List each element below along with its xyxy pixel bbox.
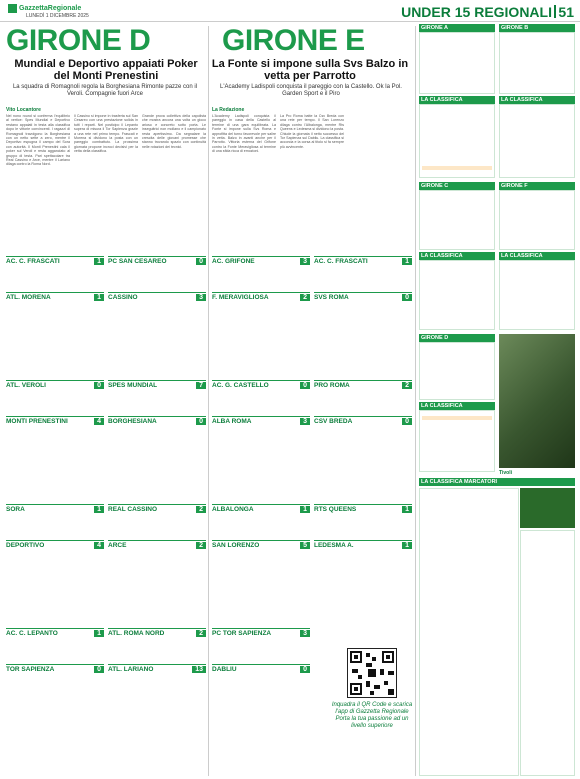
lineup-text: [314, 302, 412, 328]
group-f-title: GIRONE F: [499, 182, 575, 190]
home-score: 1: [94, 506, 104, 513]
lineup-text: [108, 390, 206, 416]
away-score: 13: [192, 666, 206, 673]
lineup-text: [212, 514, 310, 540]
match-scoreline: [314, 504, 412, 514]
girone-e-headline: La Fonte si impone sulla Svs Balzo in vetta per Parrotto: [211, 58, 409, 82]
article-column: L'Academy Ladispoli conquista il pareggio in casa della Castello al termine di una gara equilibrata. La Fonte si impone sulla Svs Roma e approfitta del turno favorevole per salire in vetta. Balzo in avanti anche per il Parrotto. Vittoria esterna del Grifone contro la Fonte Meravigliosa al termine di una sfida ricca di emozioni.: [212, 114, 276, 154]
match-scoreline: [6, 664, 104, 674]
lineup-text: [108, 302, 206, 328]
lineup-text: [108, 674, 206, 700]
match-scoreline: [212, 292, 310, 302]
girone-d-summary: La squadra di Romagnoli regola la Borghesiana Rimonte pazze con il Veroli. Compagnie fuori Arce: [12, 84, 198, 97]
lineup-text: [108, 550, 206, 576]
group-d-standings-title: LA CLASSIFICA: [419, 402, 495, 410]
match-block: [6, 628, 104, 700]
match-block: [212, 504, 310, 576]
match-scoreline: [108, 664, 206, 674]
away-score: 4: [94, 542, 104, 549]
lineup-text: [212, 426, 310, 452]
home-team: PC TOR SAPIENZA: [212, 630, 272, 637]
away-score: 0: [94, 666, 104, 673]
match-scoreline: [314, 256, 412, 266]
group-a-standings-title: LA CLASSIFICA: [419, 96, 495, 104]
match-scoreline: [108, 256, 206, 266]
match-scoreline: [6, 416, 104, 426]
away-score: 0: [402, 418, 412, 425]
home-score: 0: [300, 382, 310, 389]
away-team: F. MERAVIGLIOSA: [212, 294, 269, 301]
group-c-standings-title: LA CLASSIFICA: [419, 252, 495, 260]
away-team: BORGHESIANA: [108, 418, 157, 425]
away-score: 3: [196, 294, 206, 301]
match-scoreline: [212, 416, 310, 426]
away-score: 0: [300, 666, 310, 673]
logo-text: GazzettaRegionale: [19, 4, 82, 12]
match-scoreline: [314, 292, 412, 302]
away-score: 3: [300, 418, 310, 425]
home-team: AC. C. LEPANTO: [6, 630, 58, 637]
lineup-text: [314, 266, 412, 292]
girone-d-title: GIRONE D: [6, 24, 151, 57]
team-photo: [499, 334, 575, 468]
home-score: 0: [94, 382, 104, 389]
home-score: 7: [196, 382, 206, 389]
match-scoreline: [6, 292, 104, 302]
lineup-text: [6, 266, 104, 292]
group-c-title: GIRONE C: [419, 182, 495, 190]
home-score: 1: [402, 258, 412, 265]
home-team: SPES MUNDIAL: [108, 382, 158, 389]
girone-d-byline: Vito Locantore: [6, 107, 41, 113]
lineup-text: [212, 550, 310, 576]
home-score: 0: [196, 258, 206, 265]
away-team: CSV BREDA: [314, 418, 353, 425]
away-team: ATL. LARIANO: [108, 666, 154, 673]
match-scoreline: [314, 380, 412, 390]
girone-d-headline: Mundial e Deportivo appaiati Poker del Monti Prenestini: [14, 58, 198, 82]
lineup-text: [212, 302, 310, 328]
away-score: 1: [94, 294, 104, 301]
group-b-standings: [499, 104, 575, 178]
home-score: 1: [94, 630, 104, 637]
lineup-text: [6, 426, 104, 452]
match-block: [212, 256, 310, 328]
match-block: [314, 504, 412, 576]
home-team: AC. G. CASTELLO: [212, 382, 269, 389]
scorers-list: [520, 530, 575, 776]
match-block: [6, 256, 104, 328]
logo-icon: [8, 4, 17, 13]
group-b-results: [499, 32, 575, 94]
away-team: ARCE: [108, 542, 127, 549]
away-score: 2: [300, 294, 310, 301]
match-scoreline: [108, 540, 206, 550]
home-team: RTS QUEENS: [314, 506, 357, 513]
girone-e-title: GIRONE E: [222, 24, 365, 57]
home-team: REAL CASSINO: [108, 506, 157, 513]
away-score: 0: [402, 294, 412, 301]
home-team: ATL. ROMA NORD: [108, 630, 165, 637]
match-block: [212, 628, 310, 700]
match-block: [108, 380, 206, 452]
match-scoreline: [108, 380, 206, 390]
match-scoreline: [212, 380, 310, 390]
lineup-text: [314, 514, 412, 540]
scorers-title: LA CLASSIFICA MARCATORI: [419, 478, 575, 486]
lineup-text: [6, 390, 104, 416]
match-scoreline: [108, 628, 206, 638]
home-score: 3: [300, 630, 310, 637]
group-b-standings-title: LA CLASSIFICA: [499, 96, 575, 104]
match-scoreline: [6, 504, 104, 514]
group-a-title: GIRONE A: [419, 24, 495, 32]
home-team: AC. C. FRASCATI: [6, 258, 60, 265]
home-score: 1: [300, 506, 310, 513]
home-score: 1: [94, 258, 104, 265]
away-score: 2: [196, 542, 206, 549]
away-score: 4: [94, 418, 104, 425]
article-column: Nel nono round si conferma l'equilibrio al vertice: Spes Mundial e Deportivo restano appaiati in testa alla classifica dopo le vittorie convincenti. I ragazzi di Romagnoli travolgono la Borghesiana con un netto sette a zero, mentre il Deportivo espugna il campo del Sora con autorità. Il Monti Prenestini cala il poker sul Veroli e resta agganciato al gruppo di testa. Pari spettacolare tra Real Cassino e Arce, mentre il Lariano dilaga contro la Roma Nord.: [6, 114, 70, 167]
scorers-list: [419, 488, 519, 776]
divider: [415, 26, 416, 776]
group-d-title: GIRONE D: [419, 334, 495, 342]
match-scoreline: [108, 504, 206, 514]
lineup-text: [6, 302, 104, 328]
home-score: 1: [402, 506, 412, 513]
group-a-standings: [419, 104, 495, 178]
lineup-text: [108, 514, 206, 540]
away-team: ALBA ROMA: [212, 418, 252, 425]
match-block: [314, 256, 412, 328]
match-scoreline: [212, 664, 310, 674]
match-block: [314, 380, 412, 452]
match-block: [6, 504, 104, 576]
match-scoreline: [108, 416, 206, 426]
lineup-text: [212, 390, 310, 416]
match-block: [6, 380, 104, 452]
lineup-text: [108, 426, 206, 452]
away-team: SVS ROMA: [314, 294, 349, 301]
match-scoreline: [212, 540, 310, 550]
group-f-results: [499, 190, 575, 250]
lineup-text: [108, 266, 206, 292]
app-promo: Inquadra il QR Code e scarica l'app di Gazzetta Regionale Porta la tua passione ad un livello superiore: [331, 702, 413, 729]
match-scoreline: [108, 292, 206, 302]
lineup-text: [6, 514, 104, 540]
match-scoreline: [314, 540, 412, 550]
group-f-standings: [499, 260, 575, 330]
away-team: ATL. MORENA: [6, 294, 51, 301]
home-score: 2: [196, 506, 206, 513]
divider: [208, 26, 209, 776]
away-team: DABLIU: [212, 666, 237, 673]
away-score: 5: [300, 542, 310, 549]
away-team: SAN LORENZO: [212, 542, 260, 549]
match-block: [212, 380, 310, 452]
scorers-image: [520, 488, 575, 528]
photo-caption: Tivoli: [499, 470, 512, 476]
match-scoreline: [6, 628, 104, 638]
away-team: DEPORTIVO: [6, 542, 45, 549]
qr-code-icon[interactable]: [347, 648, 397, 698]
article-column: Grande prova collettiva della capolista che mostra ancora una volta un gioco arioso e concreto sotto porta. Le inseguitrici non mollano e il campionato resta apertissimo. Da segnalare la crescita delle giovani promesse che stanno trovando spazio con continuità nelle rotazioni dei tecnici.: [142, 114, 206, 149]
match-scoreline: [6, 540, 104, 550]
home-team: PC SAN CESAREO: [108, 258, 167, 265]
home-team: SORA: [6, 506, 25, 513]
home-score: 3: [300, 258, 310, 265]
home-score: 2: [196, 630, 206, 637]
match-scoreline: [6, 256, 104, 266]
lineup-text: [212, 674, 310, 700]
match-scoreline: [212, 628, 310, 638]
home-team: ATL. VEROLI: [6, 382, 46, 389]
group-d-standings: [419, 410, 495, 472]
match-scoreline: [6, 380, 104, 390]
lineup-text: [314, 550, 412, 576]
away-score: 0: [196, 418, 206, 425]
group-b-title: GIRONE B: [499, 24, 575, 32]
lineup-text: [314, 390, 412, 416]
lineup-text: [6, 674, 104, 700]
lineup-text: [6, 550, 104, 576]
away-team: LEDESMA A.: [314, 542, 354, 549]
page-number: 51: [558, 4, 574, 20]
lineup-text: [108, 638, 206, 664]
girone-e-summary: L'Academy Ladispoli conquista il pareggio con la Castello. Ok la Pol. Garden Sport e il Piro: [220, 84, 402, 97]
away-team: CASSINO: [108, 294, 138, 301]
article-column: Il Cassino si impone in trasferta sul San Cesareo con una prestazione solida in tutti i reparti. Nel posticipo il Lepanto supera di misura il Tor Sapienza grazie a una rete nel primo tempo. Frascati e Morena si dividono la posta con un pareggio combattuto. La prossima giornata propone incroci decisivi per la vetta della classifica.: [74, 114, 138, 154]
article-column: La Pro Roma batte la Csv Breda con una rete per tempo. Il San Lorenzo dilaga contro l'Albalonga, mentre Rts Queens e Ledesma si dividono la posta. Chiude la giornata il netto successo del Tor Sapienza sul Dabliu. La classifica si accorcia e la corsa al titolo si fa sempre più avvincente.: [280, 114, 344, 149]
girone-e-byline: La Redazione: [212, 107, 245, 113]
home-team: AC. GRIFONE: [212, 258, 255, 265]
match-block: [108, 628, 206, 700]
match-scoreline: [212, 256, 310, 266]
lineup-text: [6, 638, 104, 664]
group-d-results: [419, 342, 495, 400]
home-team: ALBALONGA: [212, 506, 254, 513]
section-title: UNDER 15 REGIONALI: [401, 4, 552, 20]
away-score: 1: [402, 542, 412, 549]
away-team: TOR SAPIENZA: [6, 666, 55, 673]
divider: [554, 5, 556, 18]
match-scoreline: [212, 504, 310, 514]
home-score: 2: [402, 382, 412, 389]
match-block: [108, 256, 206, 328]
match-scoreline: [314, 416, 412, 426]
issue-date: LUNEDÌ 1 DICEMBRE 2025: [26, 13, 89, 19]
group-c-results: [419, 190, 495, 250]
group-c-standings: [419, 260, 495, 330]
lineup-text: [212, 638, 310, 664]
away-team: MONTI PRENESTINI: [6, 418, 68, 425]
lineup-text: [212, 266, 310, 292]
home-team: PRO ROMA: [314, 382, 350, 389]
lineup-text: [314, 426, 412, 452]
match-block: [108, 504, 206, 576]
group-a-results: [419, 32, 495, 94]
logo: [8, 3, 81, 13]
group-f-standings-title: LA CLASSIFICA: [499, 252, 575, 260]
home-team: AC. C. FRASCATI: [314, 258, 368, 265]
